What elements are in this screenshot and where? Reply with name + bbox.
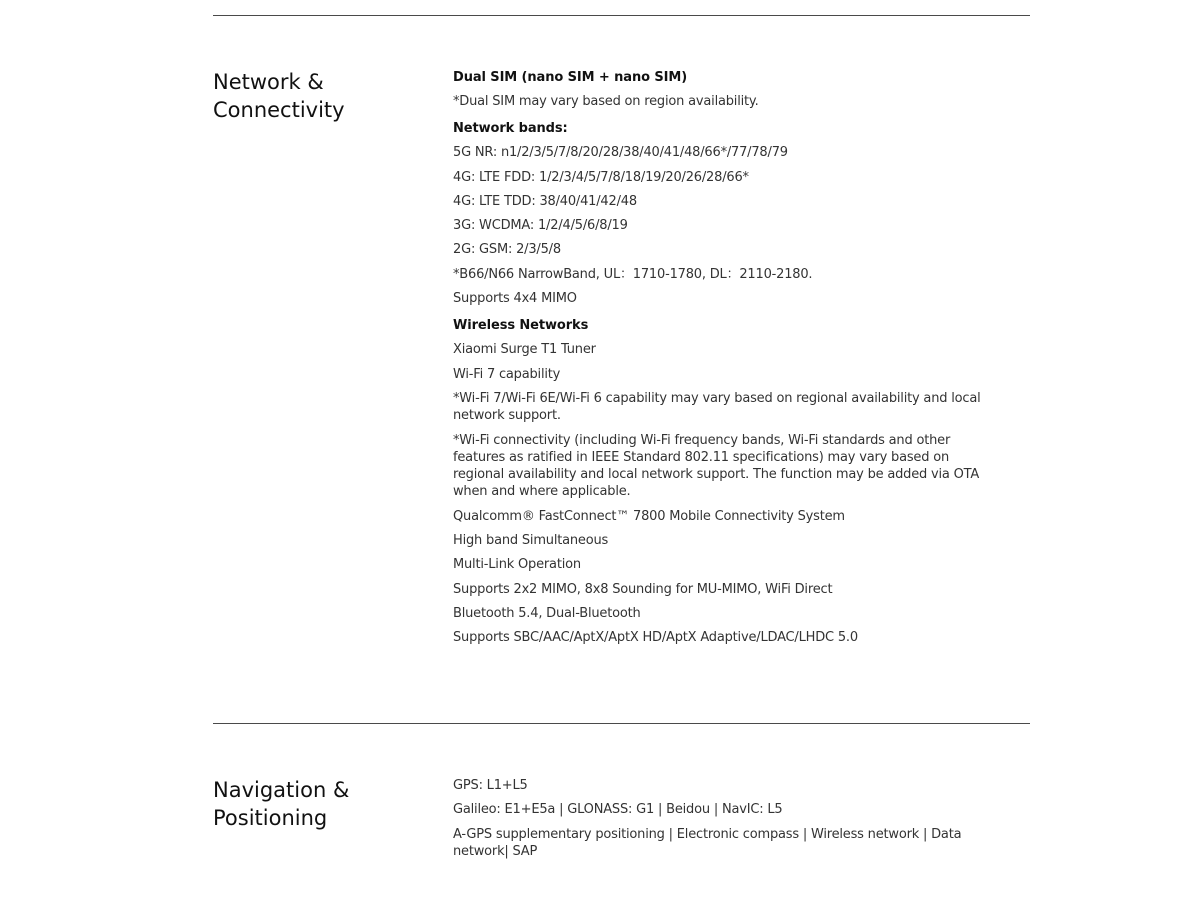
section-title-line: Positioning bbox=[213, 806, 328, 830]
section-title-line: Connectivity bbox=[213, 98, 345, 122]
navigation-spec-list bbox=[453, 777, 1003, 870]
spec-line: Qualcomm® FastConnect™ 7800 Mobile Connectivity System bbox=[453, 508, 845, 524]
spec-line: Supports SBC/AAC/AptX/AptX HD/AptX Adaptive/LDAC/LHDC 5.0 bbox=[453, 630, 858, 646]
spec-group-positioning bbox=[453, 777, 1003, 860]
spec-line: Wi-Fi 7 capability bbox=[453, 366, 561, 382]
spec-line: *Wi-Fi 7/Wi-Fi 6E/Wi-Fi 6 capability may vary based on regional availability and local network support. bbox=[453, 390, 981, 424]
spec-group-heading: Wireless Networks bbox=[453, 318, 589, 334]
spec-line: Galileo: E1+E5a | GLONASS: G1 | Beidou | NavIC: L5 bbox=[453, 802, 783, 818]
spec-line: GPS: L1+L5 bbox=[453, 778, 528, 793]
spec-line: 5G NR: n1/2/3/5/7/8/20/28/38/40/41/48/66*/77/78/79 bbox=[453, 145, 788, 161]
spec-group-dual-sim bbox=[453, 69, 1003, 110]
spec-line: Multi-Link Operation bbox=[453, 557, 581, 573]
spec-line: A-GPS supplementary positioning | Electronic compass | Wireless network | Data network| SAP bbox=[453, 826, 962, 859]
section-divider bbox=[213, 723, 1030, 724]
section-title-line: Navigation & bbox=[213, 778, 350, 802]
spec-line: 4G: LTE TDD: 38/40/41/42/48 bbox=[453, 193, 637, 209]
spec-line: 2G: GSM: 2/3/5/8 bbox=[453, 242, 561, 258]
section-title-line: Network & bbox=[213, 70, 324, 94]
network-spec-list bbox=[453, 69, 1003, 657]
spec-line: 3G: WCDMA: 1/2/4/5/6/8/19 bbox=[453, 218, 628, 234]
spec-group-heading: Network bands: bbox=[453, 121, 568, 137]
spec-line: 4G: LTE FDD: 1/2/3/4/5/7/8/18/19/20/26/28/66* bbox=[453, 169, 749, 185]
spec-line: Supports 4x4 MIMO bbox=[453, 291, 577, 307]
section-title-navigation bbox=[213, 776, 433, 832]
spec-group-network-bands bbox=[453, 120, 1003, 307]
section-title-network bbox=[213, 68, 433, 124]
spec-line: Xiaomi Surge T1 Tuner bbox=[453, 342, 596, 358]
spec-line: Supports 2x2 MIMO, 8x8 Sounding for MU-MIMO, WiFi Direct bbox=[453, 581, 833, 597]
spec-group-wireless bbox=[453, 317, 1003, 646]
section-divider-top bbox=[213, 15, 1030, 16]
spec-line: Bluetooth 5.4, Dual-Bluetooth bbox=[453, 605, 641, 621]
spec-group-heading: Dual SIM (nano SIM + nano SIM) bbox=[453, 70, 688, 85]
spec-line: *Dual SIM may vary based on region availability. bbox=[453, 94, 759, 109]
spec-line: *Wi-Fi connectivity (including Wi-Fi frequency bands, Wi-Fi standards and other features as ratified in IEEE Standard 802.11 specifications) may vary based on regional availability and local network support. The function may be added via OTA when and where applicable. bbox=[453, 432, 980, 500]
spec-line: *B66/N66 NarrowBand, UL：1710-1780, DL：2110-2180. bbox=[453, 266, 813, 282]
spec-line: High band Simultaneous bbox=[453, 533, 609, 549]
